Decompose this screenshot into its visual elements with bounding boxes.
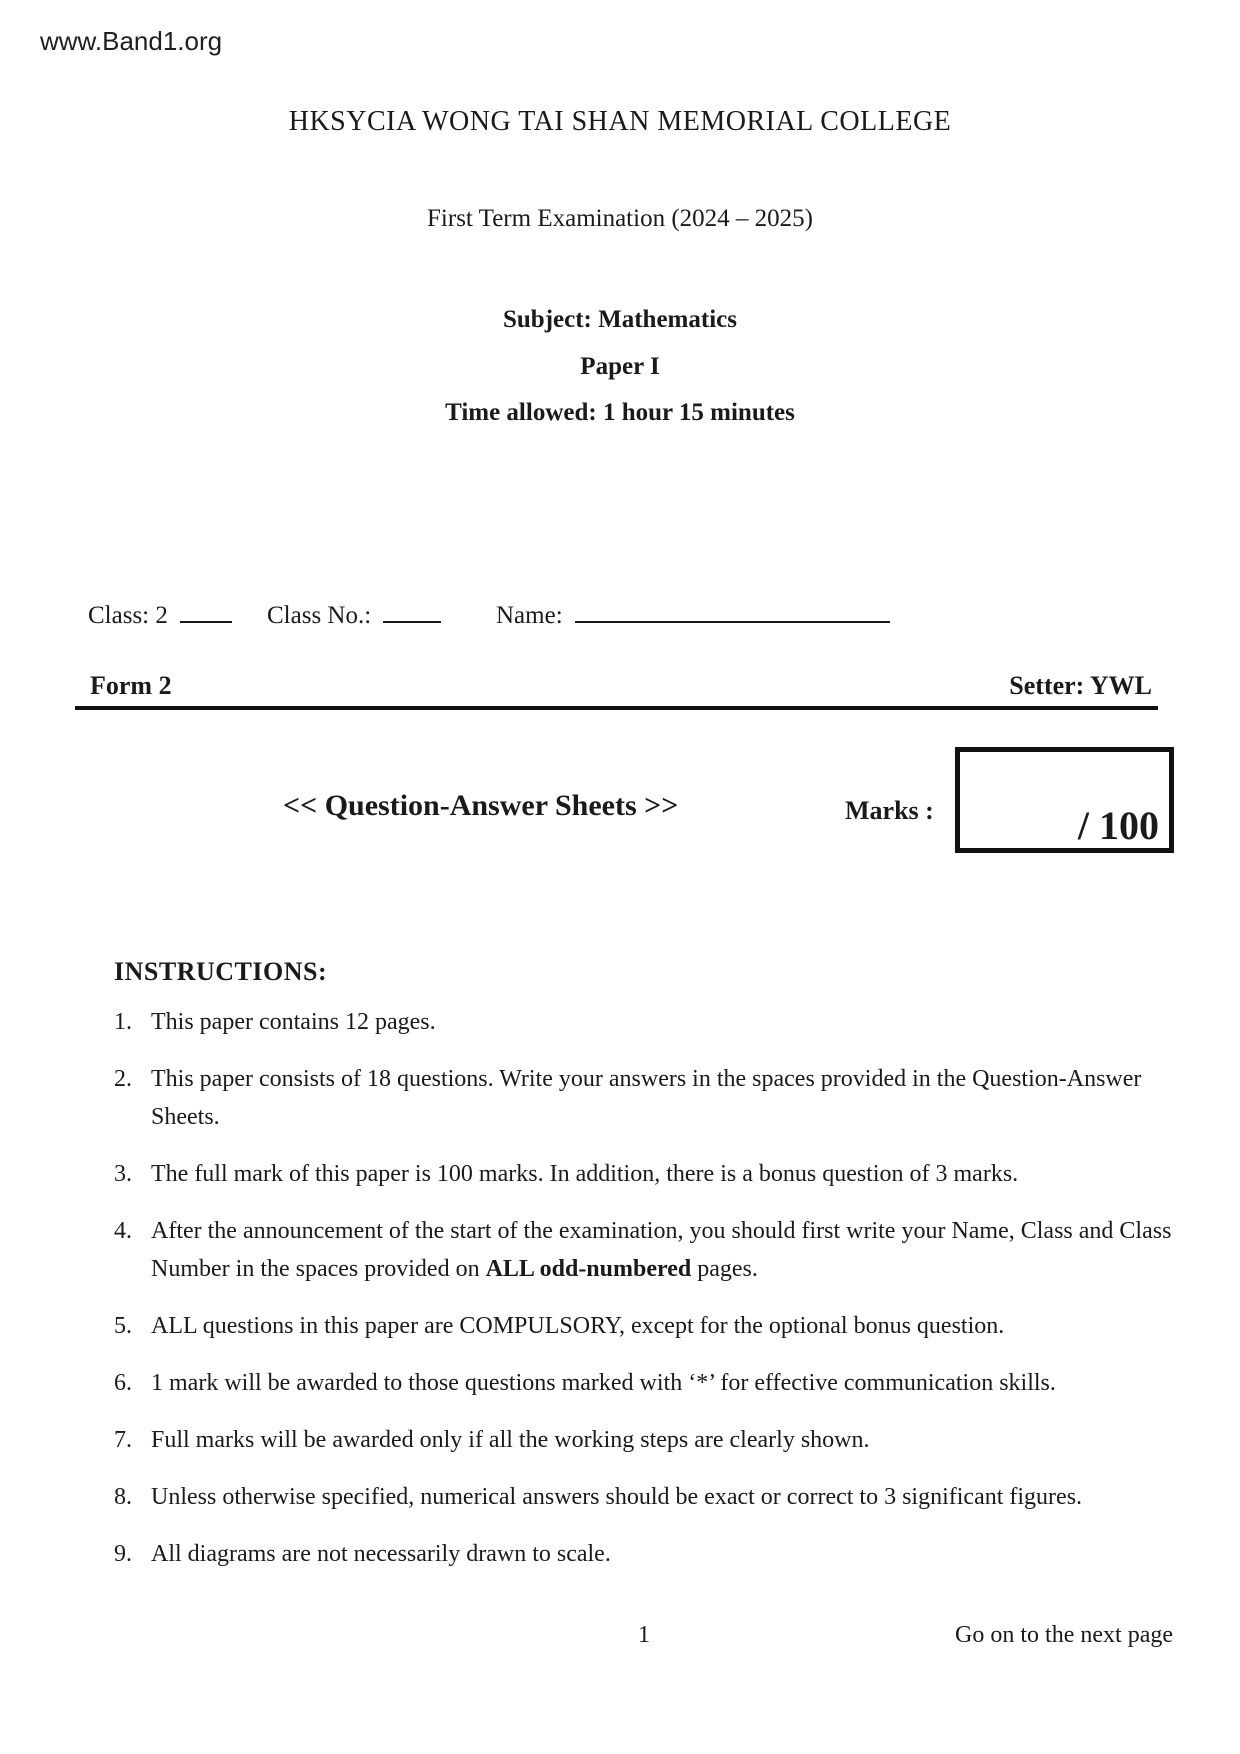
instruction-number: 8. [114, 1484, 132, 1510]
paper-line: Paper I [580, 353, 660, 380]
student-info-row [0, 594, 1240, 642]
class-label: Class: [88, 602, 150, 629]
marks-box [955, 747, 1174, 853]
next-page-note: Go on to the next page [955, 1622, 1173, 1648]
instruction-number: 9. [114, 1541, 132, 1567]
instruction-item-7 [114, 1421, 1176, 1459]
horizontal-rule [75, 706, 1158, 710]
instructions-list [114, 1003, 1176, 1592]
instruction-item-3 [114, 1155, 1176, 1193]
instruction-number: 5. [114, 1313, 132, 1339]
instruction-text: The full mark of this paper is 100 marks. In addition, there is a bonus question of 3 marks. [151, 1161, 1019, 1187]
exam-title: First Term Examination (2024 – 2025) [427, 205, 813, 232]
instruction-text: ALL questions in this paper are COMPULSORY, except for the optional bonus question. [151, 1313, 1005, 1339]
class-field [88, 594, 232, 630]
instruction-item-4 [114, 1212, 1176, 1288]
class-no-field [267, 594, 441, 630]
name-label: Name: [496, 602, 563, 629]
class-no-label: Class No.: [267, 602, 372, 629]
instruction-number: 6. [114, 1370, 132, 1396]
form-label: Form 2 [90, 671, 172, 700]
instruction-text: This paper consists of 18 questions. Write your answers in the spaces provided in the Question-Answer Sheets. [151, 1066, 1142, 1130]
instruction-item-8 [114, 1478, 1176, 1516]
instruction-number: 7. [114, 1427, 132, 1453]
class-value: 2 [155, 602, 168, 629]
class-blank [180, 594, 232, 623]
instruction-number: 1. [114, 1009, 132, 1035]
instruction-text: All diagrams are not necessarily drawn to scale. [151, 1541, 611, 1567]
subject-line: Subject: Mathematics [503, 306, 737, 333]
instruction-item-2 [114, 1060, 1176, 1136]
name-field [496, 594, 890, 630]
page-number: 1 [638, 1622, 650, 1648]
class-no-blank [383, 594, 441, 623]
name-blank [575, 594, 890, 623]
instruction-text: This paper contains 12 pages. [151, 1009, 436, 1035]
instruction-text [151, 1212, 1176, 1288]
sheet-title: << Question-Answer Sheets >> [283, 789, 679, 822]
setter-label: Setter: YWL [1009, 671, 1152, 700]
instruction-number: 4. [114, 1218, 132, 1244]
instructions-heading: INSTRUCTIONS: [114, 957, 328, 986]
instruction-text: Full marks will be awarded only if all the working steps are clearly shown. [151, 1427, 870, 1453]
marks-total: / 100 [1077, 803, 1159, 848]
instruction-item-5 [114, 1307, 1176, 1345]
instruction-text: Unless otherwise specified, numerical answers should be exact or correct to 3 significant figures. [151, 1484, 1083, 1510]
instruction-item-1 [114, 1003, 1176, 1041]
instruction-number: 3. [114, 1161, 132, 1187]
instruction-item-6 [114, 1364, 1176, 1402]
time-allowed-line: Time allowed: 1 hour 15 minutes [445, 399, 795, 426]
instruction-item-9 [114, 1535, 1176, 1573]
instruction-text: 1 mark will be awarded to those questions marked with ‘*’ for effective communication skills. [151, 1370, 1056, 1396]
instruction-text-bold: ALL odd-numbered [485, 1256, 692, 1282]
watermark-url: www.Band1.org [40, 26, 223, 56]
school-name: HKSYCIA WONG TAI SHAN MEMORIAL COLLEGE [288, 106, 952, 137]
instruction-number: 2. [114, 1066, 132, 1092]
instruction-text-pre: After the announcement of the start of the examination, you should first write your Name, Class and Class Number in the spaces provided on [151, 1218, 1172, 1282]
instruction-text-post: pages. [691, 1256, 758, 1282]
marks-label: Marks : [845, 796, 934, 825]
